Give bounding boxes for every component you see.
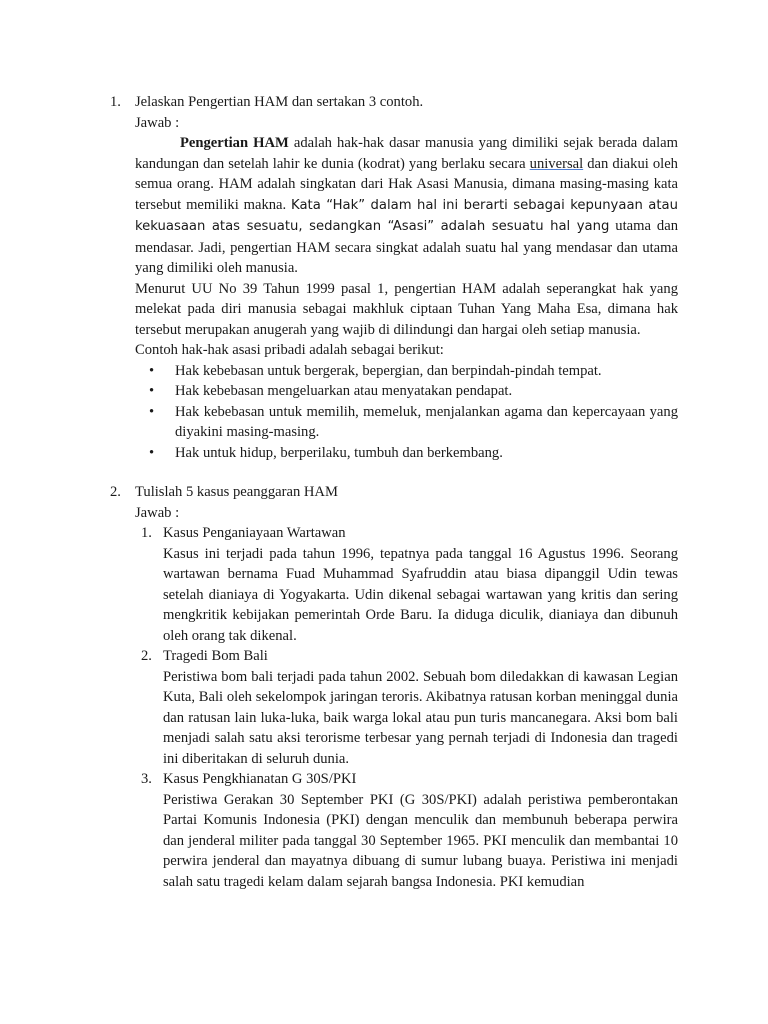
sans-serif-fragment: Kata “Hak” dalam hal ini berarti sebagai kepunyaan atau kekuasaan atas sesuatu, sedangkan “Asasi” adalah sesuatu hal yang bbox=[135, 197, 678, 234]
case-2-heading bbox=[110, 646, 678, 667]
case-1-body: Kasus ini terjadi pada tahun 1996, tepatnya pada tanggal 16 Agustus 1996. Seorang wartawan bernama Fuad Muhammad Syafruddin atau biasa dipanggil Udin tewas setelah dianiaya di Yogyakarta. Udin dikenal sebagai wartawan yang kritis dan sering mengkritik kebijakan pemerintah Orde Baru. Ia diduga diculik, dianiaya dan dibunuh oleh orang tak dikenal. bbox=[163, 545, 678, 644]
case-3-body: Peristiwa Gerakan 30 September PKI (G 30S/PKI) adalah peristiwa pemberontakan Partai Komunis Indonesia (PKI) dengan menculik dan membunuh beberapa perwira dan jenderal militer pada tanggal 30 September 1965. PKI menculik dan membantai 10 perwira jenderal dan mayatnya dibuang di sumur lubang buaya. Peristiwa ini menjadi salah satu tragedi kelam dalam sejarah bangsa Indonesia. PKI kemudian bbox=[163, 791, 678, 890]
bullet-icon: • bbox=[149, 444, 155, 461]
question-2 bbox=[110, 482, 678, 892]
answer-2-label: Jawab : bbox=[135, 504, 180, 521]
question-1-number: 1. bbox=[110, 94, 121, 110]
term-pengertian-ham: Pengertian HAM bbox=[180, 135, 289, 151]
case-2-number: 2. bbox=[141, 648, 152, 664]
question-1-heading bbox=[110, 92, 678, 113]
bullet-icon: • bbox=[149, 362, 155, 379]
answer-1-label: Jawab : bbox=[135, 114, 180, 131]
case-3-number: 3. bbox=[141, 771, 152, 787]
universal-word: universal bbox=[529, 155, 584, 172]
bullet-icon: • bbox=[149, 403, 155, 420]
case-2-title: Tragedi Bom Bali bbox=[163, 648, 268, 664]
case-1-title: Kasus Penganiayaan Wartawan bbox=[163, 525, 346, 541]
case-1-number: 1. bbox=[141, 525, 152, 541]
question-1 bbox=[110, 92, 678, 463]
list-item: • Hak kebebasan untuk memilih, memeluk, menjalankan agama dan kepercayaan yang diyakini masing-masing. bbox=[149, 403, 678, 440]
question-2-heading bbox=[110, 482, 678, 503]
list-item: • Hak untuk hidup, berperilaku, tumbuh dan berkembang. bbox=[175, 443, 678, 464]
rights-bullet-list bbox=[135, 361, 678, 464]
question-2-text: Tulislah 5 kasus peanggaran HAM bbox=[135, 484, 338, 500]
case-3-title: Kasus Pengkhianatan G 30S/PKI bbox=[163, 771, 357, 787]
case-1-heading bbox=[110, 523, 678, 544]
answer-1-paragraph-3: Contoh hak-hak asasi pribadi adalah sebagai berikut: bbox=[135, 342, 444, 358]
bullet-icon: • bbox=[149, 383, 155, 399]
list-item: • Hak kebebasan mengeluarkan atau menyatakan pendapat. bbox=[175, 381, 678, 402]
case-3-heading bbox=[110, 769, 678, 790]
list-item: • Hak kebebasan untuk bergerak, bepergian, dan berpindah-pindah tempat. bbox=[175, 361, 678, 382]
question-1-text: Jelaskan Pengertian HAM dan sertakan 3 contoh. bbox=[135, 94, 424, 110]
answer-1-paragraph-1: Pengertian HAM adalah hak-hak dasar manusia yang dimiliki sejak berada dalam kandungan dan setelah lahir ke dunia (kodrat) yang berlaku secara universal dan diakui oleh semua orang. HAM adalah singkatan dari Hak Asasi Manusia, dimana masing-masing kata tersebut memiliki makna. Kata “Hak” dalam hal ini berarti sebagai kepunyaan atau kekuasaan atas sesuatu, sedangkan “Asasi” adalah sesuatu hal yang utama dan mendasar. Jadi, pengertian HAM secara singkat adalah suatu hal yang mendasar dan utama yang dimiliki oleh manusia. bbox=[135, 135, 679, 276]
answer-1-paragraph-2: Menurut UU No 39 Tahun 1999 pasal 1, pengertian HAM adalah seperangkat hak yang melekat pada diri manusia sebagai makhluk ciptaan Tuhan Yang Maha Esa, dimana hak tersebut merupakan anugerah yang wajib di dilindungi dan hargai oleh setiap manusia. bbox=[135, 280, 678, 338]
case-2-body: Peristiwa bom bali terjadi pada tahun 2002. Sebuah bom diledakkan di kawasan Legian Kuta, Bali oleh sekelompok jaringan teroris. Akibatnya ratusan korban meninggal dunia dan ratusan lain luka-luka, baik warga lokal atau pun turis mancanegara. Aksi bom bali menjadi salah satu aksi terorisme terbesar yang pernah terjadi di Indonesia dan tragedi ini diberitakan di seluruh dunia. bbox=[163, 668, 678, 767]
question-2-number: 2. bbox=[110, 484, 121, 500]
